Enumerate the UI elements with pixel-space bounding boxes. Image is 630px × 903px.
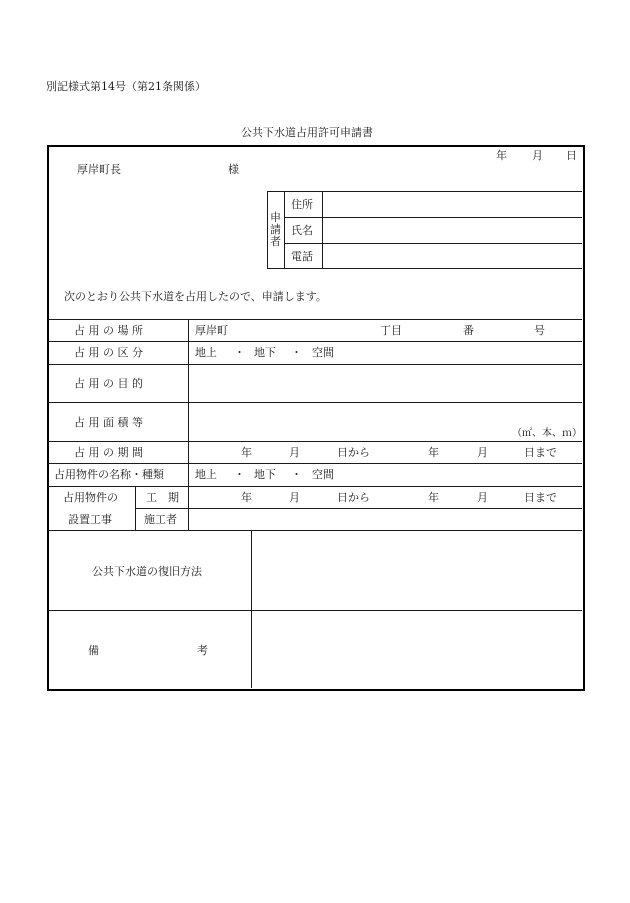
period-start-year: 年 [241,446,252,459]
category-dot-1: ・ [234,346,245,359]
applicant-label-char-2: 請 [270,223,281,236]
applicant-name-label: 氏名 [291,224,313,237]
form-number: 別記様式第14号（第21条関係） [46,80,206,93]
area-field[interactable] [190,403,508,440]
location-town: 厚岸町 [195,324,228,337]
category-opt-air[interactable]: 空間 [312,346,334,359]
applicant-phone-label: 電話 [291,250,313,263]
construction-term-label: 工 期 [146,491,179,504]
category-dot-2: ・ [291,346,302,359]
period-start-month: 月 [289,446,300,459]
category-opt-below[interactable]: 地下 [254,346,276,359]
addressee-name: 厚岸町長 [77,163,121,176]
applicant-address-field[interactable] [324,193,580,216]
form-title: 公共下水道占用許可申請書 [241,126,373,139]
location-chome: 丁目 [380,324,402,337]
applicant-label-char-1: 申 [270,211,281,224]
date-day-label: 日 [566,149,577,162]
construction-from: 日から [337,491,370,504]
date-month-label: 月 [532,149,543,162]
period-label: 占 用 の 期 間 [74,446,143,459]
category-label: 占 用 の 区 分 [74,346,143,359]
restoration-label: 公共下水道の復旧方法 [92,565,202,578]
construction-label-1: 占用物件の [63,491,118,504]
remarks-label-1: 備 [88,644,99,657]
object-dot-2: ・ [291,468,302,481]
applicant-label-char-3: 者 [270,235,281,248]
addressee-honorific: 様 [228,163,239,176]
construction-start-month: 月 [289,491,300,504]
construction-end-month: 月 [477,491,488,504]
intro-text: 次のとおり公共下水道を占用したので、申請します。 [64,290,327,303]
object-opt-above[interactable]: 地上 [195,468,217,481]
applicant-phone-field[interactable] [324,245,580,267]
object-opt-air[interactable]: 空間 [312,468,334,481]
period-end-year: 年 [428,446,439,459]
restoration-field[interactable] [253,531,580,609]
period-end-month: 月 [477,446,488,459]
object-opt-below[interactable]: 地下 [254,468,276,481]
period-from: 日から [337,446,370,459]
location-go: 号 [534,324,545,337]
object-dot-1: ・ [234,468,245,481]
purpose-field[interactable] [190,365,580,401]
applicant-address-label: 住所 [291,198,313,211]
location-ban: 番 [463,324,474,337]
purpose-label: 占 用 の 目 的 [74,377,143,390]
remarks-field[interactable] [253,611,580,686]
construction-start-year: 年 [241,491,252,504]
area-unit: （㎡、本、ｍ） [512,428,582,439]
period-until: 日まで [524,446,557,459]
location-field[interactable] [190,320,580,340]
construction-label-2: 設置工事 [68,513,112,526]
object-label: 占用物件の名称・種類 [54,468,164,481]
date-year-label: 年 [496,149,507,162]
area-label: 占 用 面 積 等 [74,416,143,429]
construction-end-year: 年 [428,491,439,504]
construction-until: 日まで [524,491,557,504]
remarks-label-2: 考 [197,644,208,657]
contractor-field[interactable] [190,509,580,529]
construction-contractor-label: 施工者 [144,513,177,526]
applicant-name-field[interactable] [324,219,580,242]
category-opt-above[interactable]: 地上 [195,346,217,359]
location-label: 占 用 の 場 所 [74,324,143,337]
